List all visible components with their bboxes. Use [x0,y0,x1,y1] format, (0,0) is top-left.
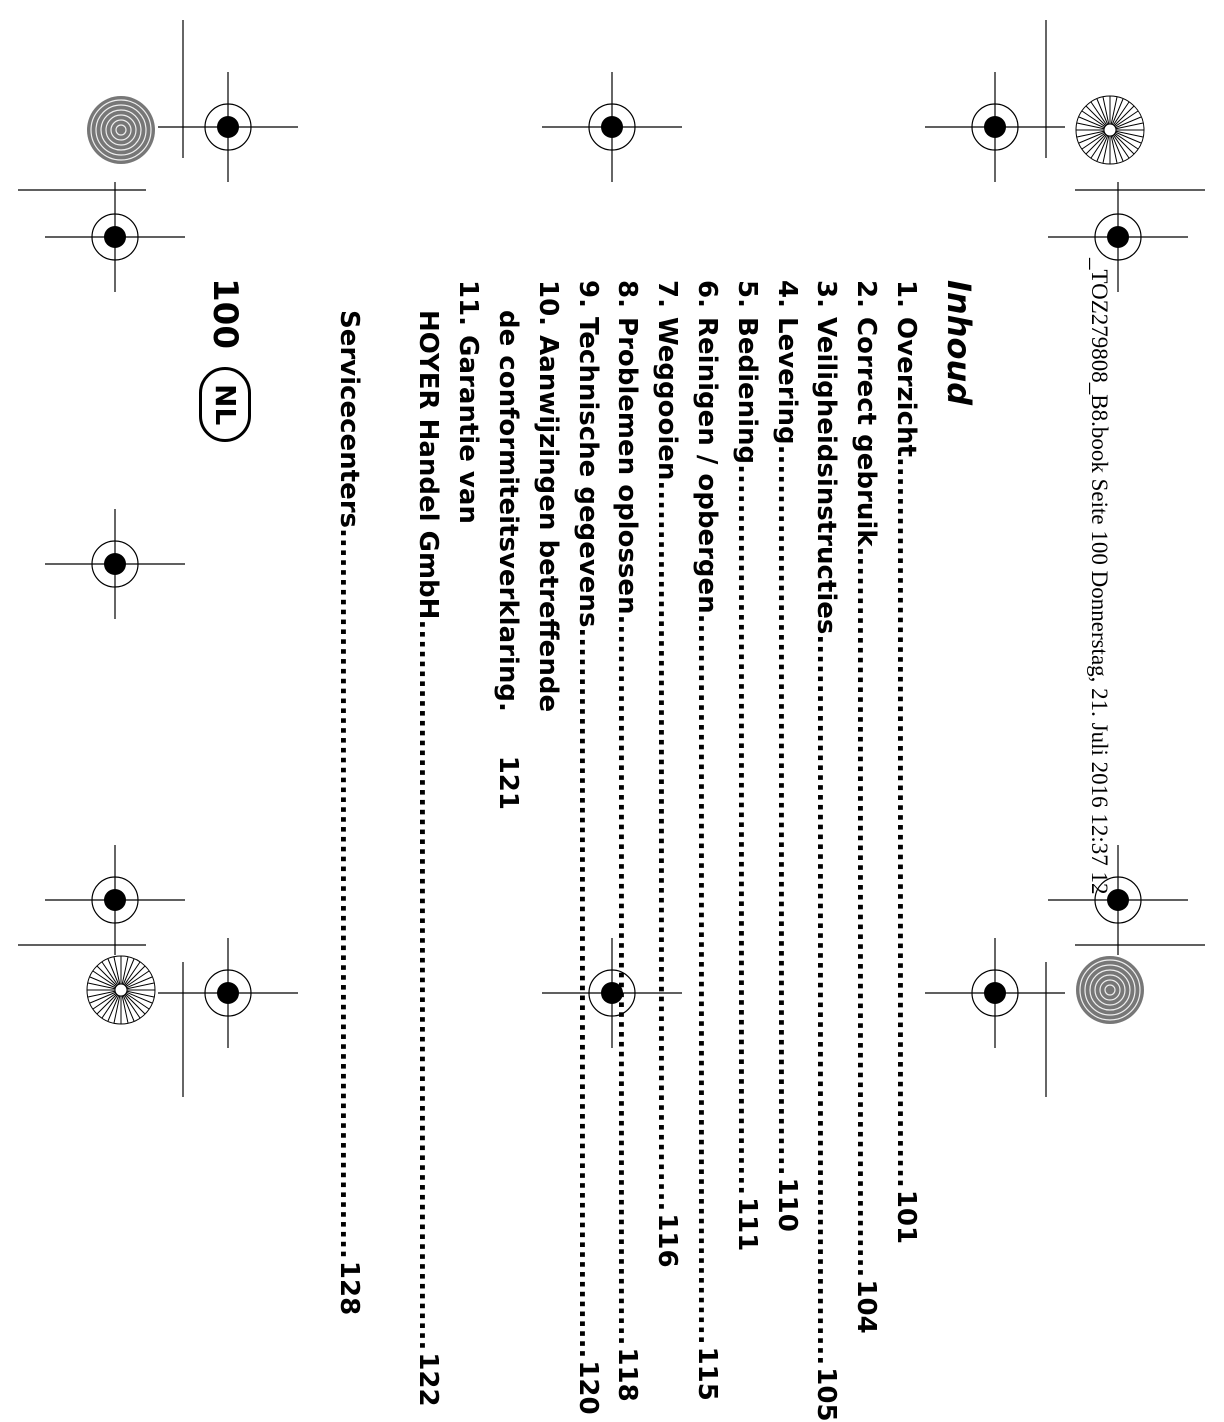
starburst-target-icon [1076,956,1144,1024]
crosshair-registration-icon [158,72,298,182]
crosshair-registration-icon [45,182,185,292]
language-badge: NL [199,367,251,442]
toc-entry[interactable]: 9. Technische gegevens .......................................................................... 120 [572,280,603,1415]
crosshair-registration-icon [925,938,1065,1048]
starburst-target-icon [87,96,155,164]
toc-spacer [368,280,408,810]
toc-entry[interactable]: 1. Overzicht .......................................................................... 101 [891,280,921,1245]
toc-entry[interactable]: 11. Garantie van [453,280,484,524]
crosshair-registration-icon [158,938,298,1048]
toc-entry[interactable]: 6. Reinigen / opbergen .......................................................................... 115 [692,280,723,1401]
crosshair-registration-icon [45,509,185,619]
toc-entry[interactable]: Servicecenters .......................................................................... 128 [333,310,364,1316]
toc-entry[interactable]: HOYER Handel GmbH .......................................................................... 122 [413,310,444,1407]
toc-entry[interactable]: 5. Bediening .......................................................................... 111 [731,280,762,1252]
starburst-target-icon [1076,96,1144,164]
toc-entry[interactable]: 3. Veiligheidsinstructies .......................................................................... 105 [811,280,842,1422]
page-footer [195,278,255,442]
crosshair-registration-icon [45,845,185,955]
starburst-target-icon [87,956,155,1024]
toc-entry[interactable]: 10. Aanwijzingen betreffende [532,280,563,713]
sheet-header: _TOZ279808_B8.book Seite 100 Donnerstag, 21. Juli 2016 12:37 12 [1087,258,1112,895]
crosshair-registration-icon [1048,845,1188,955]
toc-entry[interactable]: 7. Weggooien .......................................................................... 116 [652,280,683,1268]
toc-entry[interactable]: de conformiteitsverklaring . 121 [493,310,524,810]
crosshair-registration-icon [925,72,1065,182]
crosshair-registration-icon [542,72,682,182]
toc-entry[interactable]: 4. Levering .......................................................................... 110 [771,280,802,1232]
table-of-contents [305,280,985,1422]
page-number: 100 [205,278,245,349]
toc-title: Inhoud [940,280,978,406]
crosshair-registration-icon [1048,182,1188,292]
toc-entry[interactable]: 8. Problemen oplossen .......................................................................... 118 [612,280,643,1402]
toc-entry[interactable]: 2. Correct gebruik .......................................................................... 104 [851,280,882,1334]
